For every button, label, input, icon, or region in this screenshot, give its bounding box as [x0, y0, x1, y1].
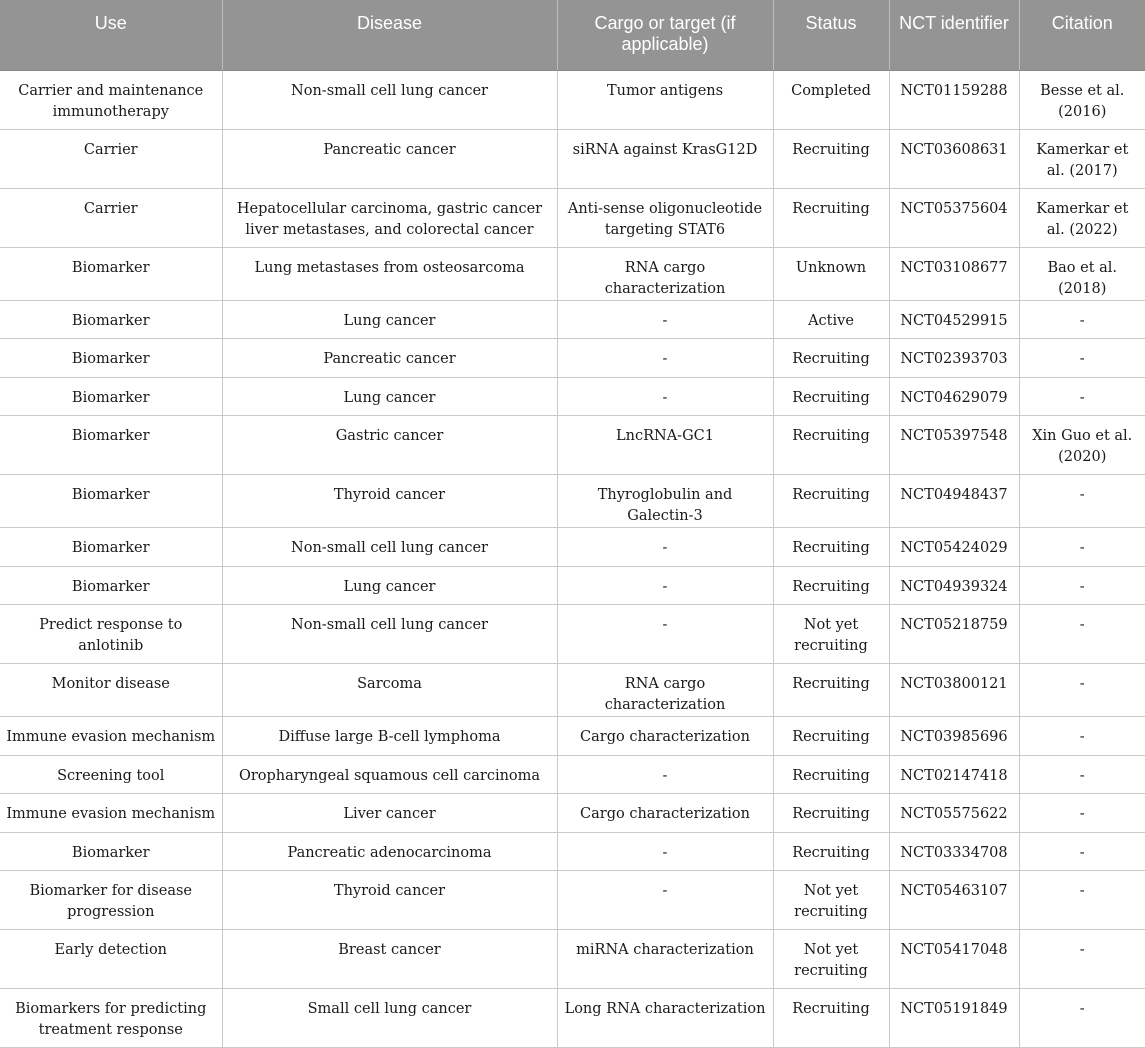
cell-citation: - [1019, 832, 1145, 871]
cell-status: Recruiting [773, 717, 889, 756]
cell-nct: NCT02147418 [889, 755, 1019, 794]
cell-status: Recruiting [773, 188, 889, 247]
cell-nct: NCT01159288 [889, 70, 1019, 129]
table-row [0, 377, 1145, 416]
cell-disease: Non-small cell lung cancer [222, 528, 557, 567]
cell-citation: - [1019, 475, 1145, 528]
cell-disease: Gastric cancer [222, 416, 557, 475]
table-header [0, 0, 1145, 70]
cell-status: Active [773, 300, 889, 339]
cell-use: Carrier [0, 188, 222, 247]
cell-status: Recruiting [773, 566, 889, 605]
cell-status: Unknown [773, 247, 889, 300]
cell-nct: NCT04939324 [889, 566, 1019, 605]
table-row [0, 605, 1145, 664]
cell-disease: Breast cancer [222, 930, 557, 989]
cell-disease: Pancreatic cancer [222, 129, 557, 188]
cell-cargo: Cargo characterization [557, 717, 773, 756]
header-citation: Citation [1019, 0, 1145, 70]
cell-disease: Lung cancer [222, 300, 557, 339]
cell-citation: - [1019, 794, 1145, 833]
table-row [0, 475, 1145, 528]
cell-disease: Non-small cell lung cancer [222, 70, 557, 129]
cell-use: Biomarker [0, 339, 222, 378]
cell-citation: - [1019, 664, 1145, 717]
cell-status: Recruiting [773, 416, 889, 475]
table-row [0, 755, 1145, 794]
header-use: Use [0, 0, 222, 70]
cell-citation: - [1019, 930, 1145, 989]
cell-status: Recruiting [773, 528, 889, 567]
cell-use: Carrier [0, 129, 222, 188]
table-row [0, 832, 1145, 871]
table-row [0, 930, 1145, 989]
table-row [0, 70, 1145, 129]
cell-cargo: - [557, 871, 773, 930]
cell-use: Biomarker [0, 247, 222, 300]
cell-disease: Non-small cell lung cancer [222, 605, 557, 664]
cell-disease: Hepatocellular carcinoma, gastric cancer liver metastases, and colorectal cancer [222, 188, 557, 247]
table-row [0, 664, 1145, 717]
cell-nct: NCT05417048 [889, 930, 1019, 989]
cell-cargo: Tumor antigens [557, 70, 773, 129]
cell-disease: Diffuse large B-cell lymphoma [222, 717, 557, 756]
cell-citation: Besse et al. (2016) [1019, 70, 1145, 129]
cell-disease: Thyroid cancer [222, 871, 557, 930]
cell-cargo: Thyroglobulin and Galectin-3 [557, 475, 773, 528]
cell-status: Recruiting [773, 475, 889, 528]
cell-nct: NCT05191849 [889, 989, 1019, 1048]
cell-use: Biomarker [0, 377, 222, 416]
cell-citation: - [1019, 871, 1145, 930]
table-row [0, 989, 1145, 1048]
table-row [0, 416, 1145, 475]
cell-nct: NCT03608631 [889, 129, 1019, 188]
cell-use: Biomarker [0, 475, 222, 528]
cell-cargo: - [557, 566, 773, 605]
table-row [0, 566, 1145, 605]
cell-use: Biomarker [0, 416, 222, 475]
cell-status: Not yet recruiting [773, 930, 889, 989]
header-cargo: Cargo or target (if applicable) [557, 0, 773, 70]
cell-use: Biomarker [0, 528, 222, 567]
cell-cargo: Anti-sense oligonucleotide targeting STAT6 [557, 188, 773, 247]
cell-citation: - [1019, 755, 1145, 794]
table-row [0, 339, 1145, 378]
cell-disease: Lung cancer [222, 377, 557, 416]
cell-use: Immune evasion mechanism [0, 794, 222, 833]
cell-cargo: Cargo characterization [557, 794, 773, 833]
cell-cargo: - [557, 605, 773, 664]
cell-status: Not yet recruiting [773, 871, 889, 930]
cell-nct: NCT05375604 [889, 188, 1019, 247]
cell-status: Recruiting [773, 794, 889, 833]
cell-use: Biomarker for disease progression [0, 871, 222, 930]
cell-citation: - [1019, 300, 1145, 339]
header-disease: Disease [222, 0, 557, 70]
cell-cargo: miRNA characterization [557, 930, 773, 989]
cell-disease: Pancreatic cancer [222, 339, 557, 378]
cell-citation: Kamerkar et al. (2022) [1019, 188, 1145, 247]
cell-use: Carrier and maintenance immunotherapy [0, 70, 222, 129]
cell-use: Biomarkers for predicting treatment response [0, 989, 222, 1048]
cell-nct: NCT05218759 [889, 605, 1019, 664]
cell-nct: NCT03108677 [889, 247, 1019, 300]
cell-disease: Pancreatic adenocarcinoma [222, 832, 557, 871]
cell-disease: Sarcoma [222, 664, 557, 717]
cell-disease: Oropharyngeal squamous cell carcinoma [222, 755, 557, 794]
table-body [0, 70, 1145, 1048]
cell-status: Recruiting [773, 755, 889, 794]
cell-cargo: - [557, 528, 773, 567]
cell-status: Recruiting [773, 832, 889, 871]
cell-citation: - [1019, 989, 1145, 1048]
cell-nct: NCT04948437 [889, 475, 1019, 528]
cell-citation: Bao et al. (2018) [1019, 247, 1145, 300]
header-nct: NCT identifier [889, 0, 1019, 70]
header-status: Status [773, 0, 889, 70]
cell-status: Recruiting [773, 989, 889, 1048]
table-row [0, 528, 1145, 567]
cell-disease: Small cell lung cancer [222, 989, 557, 1048]
cell-status: Recruiting [773, 129, 889, 188]
cell-nct: NCT05397548 [889, 416, 1019, 475]
cell-cargo: - [557, 832, 773, 871]
cell-cargo: - [557, 339, 773, 378]
table-row [0, 717, 1145, 756]
cell-citation: - [1019, 377, 1145, 416]
cell-cargo: RNA cargo characterization [557, 247, 773, 300]
cell-cargo: siRNA against KrasG12D [557, 129, 773, 188]
cell-nct: NCT05575622 [889, 794, 1019, 833]
cell-status: Recruiting [773, 377, 889, 416]
cell-status: Completed [773, 70, 889, 129]
cell-use: Early detection [0, 930, 222, 989]
table-row [0, 871, 1145, 930]
table-row [0, 188, 1145, 247]
cell-disease: Lung cancer [222, 566, 557, 605]
cell-use: Monitor disease [0, 664, 222, 717]
cell-use: Biomarker [0, 566, 222, 605]
cell-citation: - [1019, 566, 1145, 605]
cell-nct: NCT02393703 [889, 339, 1019, 378]
cell-nct: NCT05424029 [889, 528, 1019, 567]
cell-citation: - [1019, 528, 1145, 567]
cell-nct: NCT03800121 [889, 664, 1019, 717]
cell-cargo: LncRNA-GC1 [557, 416, 773, 475]
table-row [0, 794, 1145, 833]
cell-nct: NCT03334708 [889, 832, 1019, 871]
table-row [0, 300, 1145, 339]
cell-disease: Lung metastases from osteosarcoma [222, 247, 557, 300]
cell-nct: NCT04629079 [889, 377, 1019, 416]
cell-cargo: - [557, 755, 773, 794]
cell-status: Recruiting [773, 339, 889, 378]
cell-use: Immune evasion mechanism [0, 717, 222, 756]
cell-use: Biomarker [0, 300, 222, 339]
table-row [0, 247, 1145, 300]
cell-nct: NCT04529915 [889, 300, 1019, 339]
cell-citation: - [1019, 339, 1145, 378]
cell-citation: Kamerkar et al. (2017) [1019, 129, 1145, 188]
cell-use: Biomarker [0, 832, 222, 871]
cell-citation: - [1019, 605, 1145, 664]
cell-cargo: Long RNA characterization [557, 989, 773, 1048]
cell-nct: NCT05463107 [889, 871, 1019, 930]
cell-use: Predict response to anlotinib [0, 605, 222, 664]
cell-citation: Xin Guo et al. (2020) [1019, 416, 1145, 475]
cell-disease: Liver cancer [222, 794, 557, 833]
cell-cargo: - [557, 300, 773, 339]
cell-status: Not yet recruiting [773, 605, 889, 664]
cell-cargo: - [557, 377, 773, 416]
cell-cargo: RNA cargo characterization [557, 664, 773, 717]
cell-citation: - [1019, 717, 1145, 756]
cell-nct: NCT03985696 [889, 717, 1019, 756]
cell-status: Recruiting [773, 664, 889, 717]
header-row [0, 0, 1145, 70]
cell-disease: Thyroid cancer [222, 475, 557, 528]
table-row [0, 129, 1145, 188]
cell-use: Screening tool [0, 755, 222, 794]
